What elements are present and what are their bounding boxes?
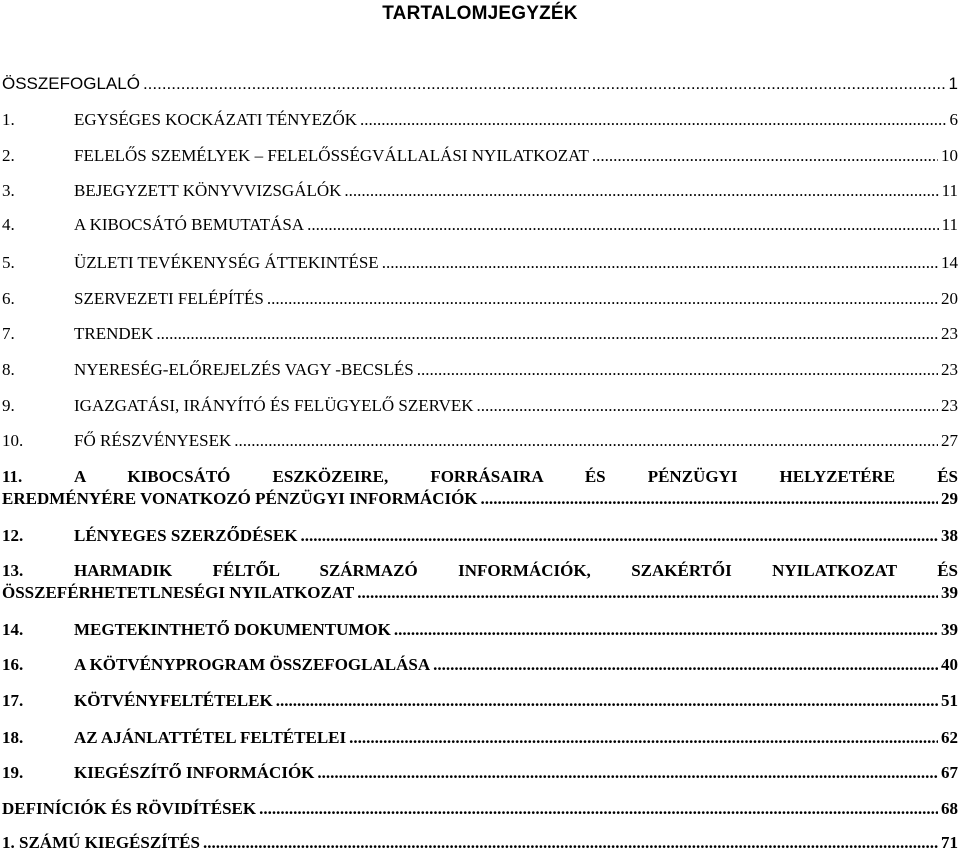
toc-leader-dots (276, 690, 938, 712)
toc-entry-5[interactable] (2, 252, 958, 274)
toc-leader-dots (433, 654, 938, 676)
toc-page-number: 71 (941, 833, 958, 852)
page-title: TARTALOMJEGYZÉK (382, 3, 578, 24)
toc-page-number: 39 (941, 620, 958, 639)
toc-page-number: 10 (941, 146, 958, 165)
toc-entry-number: 11. (2, 467, 23, 486)
toc-leader-dots (143, 73, 946, 95)
toc-entry-7[interactable] (2, 323, 958, 345)
toc-entry-number: 18. (2, 728, 24, 747)
toc-entry-13[interactable] (2, 560, 958, 604)
toc-entry-8[interactable] (2, 359, 958, 381)
toc-page-number: 23 (941, 396, 958, 415)
toc-page-number: 51 (941, 691, 958, 710)
toc-leader-dots (477, 395, 938, 417)
toc-leader-dots (357, 582, 938, 604)
toc-leader-dots (307, 214, 939, 236)
toc-entry-title: A KIBOCSÁTÓ ESZKÖZEIRE, FORRÁSAIRA ÉS PÉNZÜGYI HELYZETÉRE ÉS (74, 467, 958, 486)
toc-entry-title: TRENDEK (74, 324, 154, 343)
toc-entry-title-line1 (2, 560, 958, 582)
toc-entry-title: EGYSÉGES KOCKÁZATI TÉNYEZŐK (74, 110, 357, 129)
toc-entry-number: 2. (2, 146, 15, 165)
toc-entry-11[interactable] (2, 466, 958, 510)
toc-leader-dots (203, 832, 938, 854)
toc-entry-9[interactable] (2, 395, 958, 417)
toc-entry-4[interactable] (2, 214, 958, 236)
toc-entry-12[interactable] (2, 525, 958, 547)
toc-entry-title: 1. SZÁMÚ KIEGÉSZÍTÉS (2, 833, 200, 852)
toc-entry-title: MEGTEKINTHETŐ DOKUMENTUMOK (74, 620, 391, 639)
toc-page-number: 1 (948, 74, 958, 93)
toc-entry-title: NYERESÉG-ELŐREJELZÉS VAGY -BECSLÉS (74, 360, 414, 379)
toc-page-number: 40 (941, 655, 958, 674)
toc-leader-dots (349, 727, 938, 749)
toc-page-number: 11 (941, 181, 958, 200)
toc-entry-title: ÖSSZEFOGLALÓ (2, 74, 140, 93)
toc-leader-dots (234, 430, 938, 452)
toc-page-number: 29 (941, 489, 958, 508)
toc-entry-title: SZERVEZETI FELÉPÍTÉS (74, 289, 264, 308)
toc-page-number: 11 (941, 215, 958, 234)
toc-entry-title: KÖTVÉNYFELTÉTELEK (74, 691, 273, 710)
toc-entry-number: 7. (2, 324, 15, 343)
toc-leader-dots (592, 145, 938, 167)
toc-entry-summary[interactable] (2, 73, 958, 95)
toc-entry-title: FŐ RÉSZVÉNYESEK (74, 431, 232, 450)
toc-entry-title: LÉNYEGES SZERZŐDÉSEK (74, 526, 298, 545)
toc-leader-dots (267, 288, 938, 310)
toc-page-number: 14 (941, 253, 958, 272)
toc-entry-number: 16. (2, 655, 24, 674)
toc-page-number: 23 (941, 324, 958, 343)
toc-page-number: 67 (941, 763, 958, 782)
toc-page-number: 62 (941, 728, 958, 747)
toc-entry-definitions[interactable] (2, 798, 958, 820)
toc-entry-18[interactable] (2, 727, 958, 749)
toc-entry-number: 8. (2, 360, 15, 379)
toc-leader-dots (259, 798, 938, 820)
toc-entry-1[interactable] (2, 109, 958, 131)
toc-page-number: 23 (941, 360, 958, 379)
toc-entry-17[interactable] (2, 690, 958, 712)
toc-entry-title: A KÖTVÉNYPROGRAM ÖSSZEFOGLALÁSA (74, 655, 431, 674)
toc-entry-title-line2: EREDMÉNYÉRE VONATKOZÓ PÉNZÜGYI INFORMÁCIÓK (2, 489, 478, 508)
toc-entry-6[interactable] (2, 288, 958, 310)
toc-entry-title: A KIBOCSÁTÓ BEMUTATÁSA (74, 215, 305, 234)
toc-entry-title: FELELŐS SZEMÉLYEK – FELELŐSSÉGVÁLLALÁSI NYILATKOZAT (74, 146, 589, 165)
toc-entry-title: KIEGÉSZÍTŐ INFORMÁCIÓK (74, 763, 315, 782)
toc-leader-dots (344, 180, 938, 202)
toc-leader-dots (382, 252, 938, 274)
toc-entry-16[interactable] (2, 654, 958, 676)
toc-entry-title: BEJEGYZETT KÖNYVVIZSGÁLÓK (74, 181, 342, 200)
toc-page-number: 20 (941, 289, 958, 308)
toc-entry-number: 14. (2, 620, 24, 639)
toc-entry-number: 9. (2, 396, 15, 415)
toc-entry-title: HARMADIK FÉLTŐL SZÁRMAZÓ INFORMÁCIÓK, SZAKÉRTŐI NYILATKOZAT ÉS (74, 561, 958, 580)
toc-entry-title: ÜZLETI TEVÉKENYSÉG ÁTTEKINTÉSE (74, 253, 379, 272)
toc-leader-dots (360, 109, 947, 131)
toc-entry-supplement-1[interactable] (2, 832, 958, 854)
toc-leader-dots (481, 488, 938, 510)
toc-page-number: 38 (941, 526, 958, 545)
toc-entry-number: 6. (2, 289, 15, 308)
toc-leader-dots (317, 762, 938, 784)
toc-entry-number: 12. (2, 526, 24, 545)
toc-entry-19[interactable] (2, 762, 958, 784)
toc-leader-dots (394, 619, 938, 641)
toc-entry-number: 3. (2, 181, 15, 200)
toc-entry-title: AZ AJÁNLATTÉTEL FELTÉTELEI (74, 728, 347, 747)
toc-entry-number: 13. (2, 561, 24, 580)
toc-entry-2[interactable] (2, 145, 958, 167)
toc-entry-14[interactable] (2, 619, 958, 641)
toc-entry-title: DEFINÍCIÓK ÉS RÖVIDÍTÉSEK (2, 799, 257, 818)
toc-leader-dots (156, 323, 938, 345)
toc-entry-title: IGAZGATÁSI, IRÁNYÍTÓ ÉS FELÜGYELŐ SZERVEK (74, 396, 474, 415)
toc-entry-number: 10. (2, 431, 24, 450)
toc-page-number: 39 (941, 583, 958, 602)
toc-entry-title-line1 (2, 466, 958, 488)
toc-entry-title-line2: ÖSSZEFÉRHETETLNESÉGI NYILATKOZAT (2, 583, 355, 602)
toc-entry-number: 5. (2, 253, 15, 272)
toc-page-number: 68 (941, 799, 958, 818)
toc-entry-number: 1. (2, 110, 15, 129)
toc-entry-number: 17. (2, 691, 24, 710)
toc-page-number: 27 (941, 431, 958, 450)
toc-entry-number: 19. (2, 763, 24, 782)
toc-leader-dots (417, 359, 938, 381)
toc-entry-10[interactable] (2, 430, 958, 452)
toc-leader-dots (300, 525, 938, 547)
toc-entry-number: 4. (2, 215, 15, 234)
toc-page-number: 6 (949, 110, 958, 129)
toc-entry-3[interactable] (2, 180, 958, 202)
